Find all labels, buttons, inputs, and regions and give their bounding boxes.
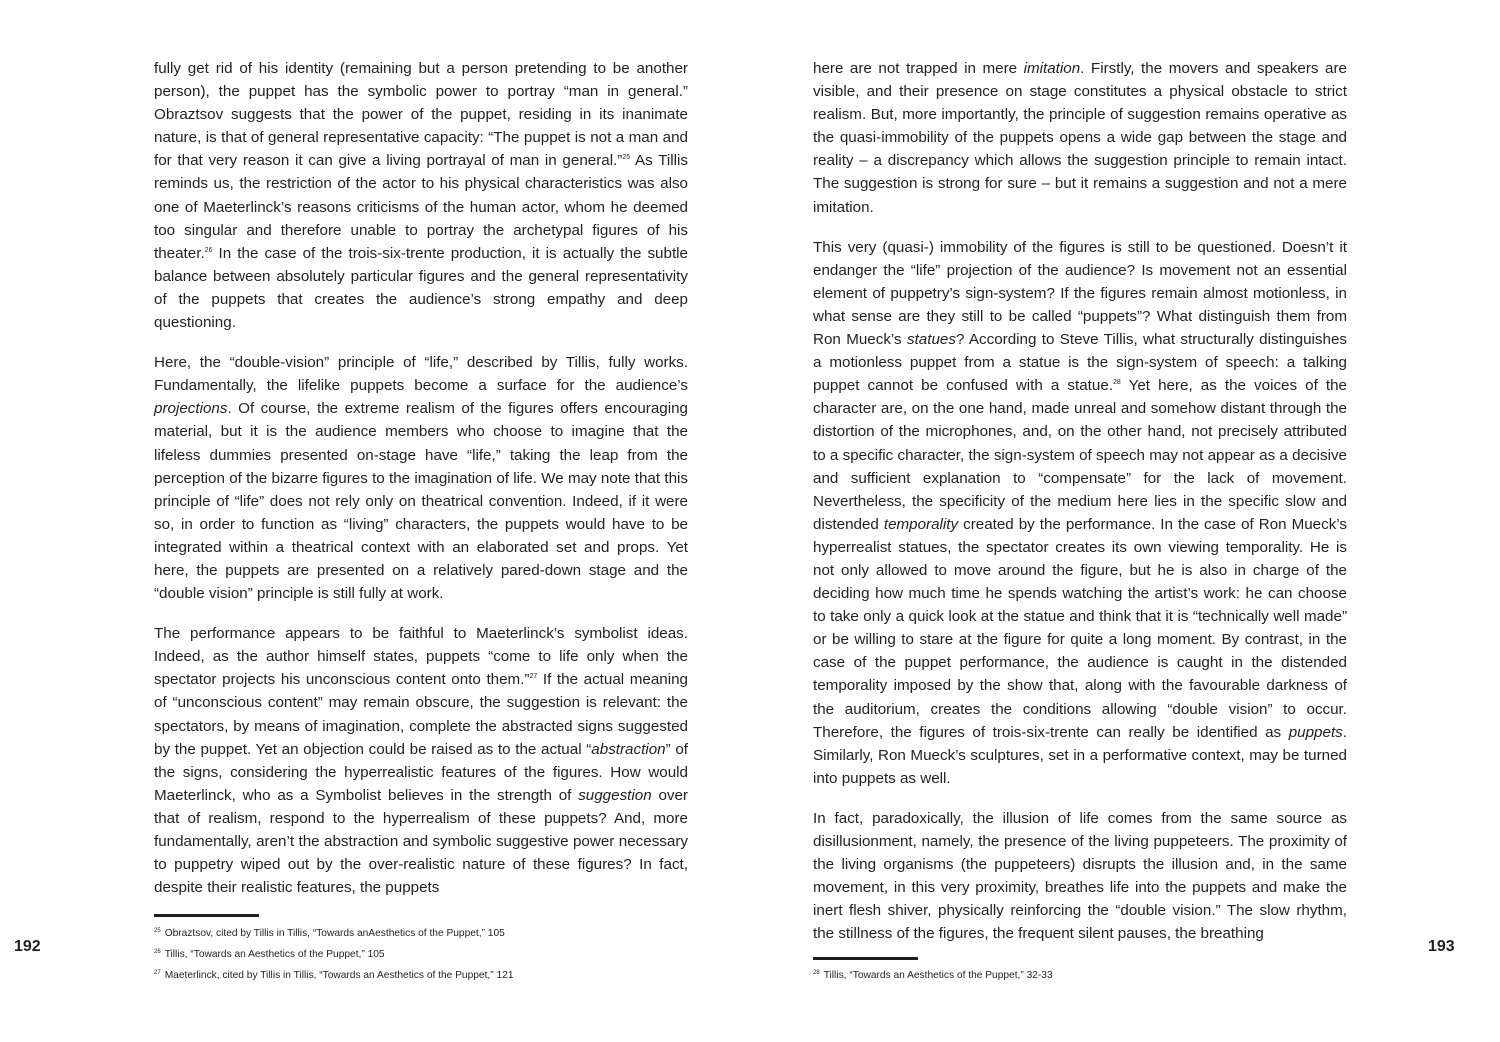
text-run: As Tillis reminds us, the restriction of the actor to his physical characteristics was also one of Maeterlinck’s reasons criticisms of the human actor, whom he deemed too singular and therefore unable to portray the archetypal figures of his theater.	[154, 152, 688, 262]
text-run: Here, the “double-vision” principle of “life,” described by Tillis, fully works. Fundamentally, the lifelike puppets become a surface for the audience’s	[154, 354, 688, 395]
emphasized-text: statues	[906, 331, 956, 349]
text-run: In fact, paradoxically, the illusion of life comes from the same source as disillusionment, namely, the presence of the living puppeteers. The proximity of the living organisms (the puppeteers) disrupts the illusion and, in the same movement, in this very proximity, breathes life into the puppets and make the inert flesh shiver, physically reinforcing the “double vision.” The slow rhythm, the stillness of the figures, the frequent silent pauses, the breathing	[813, 809, 1347, 943]
footnote-reference: 25	[622, 154, 631, 162]
text-run: If the actual meaning of “unconscious content” may remain obscure, the suggestion is relevant: the spectators, by means of imagination, complete the abstracted signs suggested by the puppet. Yet an objection could be raised as to the actual “	[154, 671, 688, 758]
footnote	[154, 947, 694, 963]
body-paragraph	[813, 57, 1347, 219]
footnote-number: 27	[154, 970, 161, 976]
footnote-rule	[154, 914, 259, 917]
footnote	[154, 926, 694, 942]
body-paragraph	[154, 622, 688, 899]
footnote-number: 28	[813, 970, 820, 976]
text-run: In the case of the trois-six-trente production, it is actually the subtle balance between absolutely particular figures and the general representativity of the puppets that creates the audience’s strong empathy and deep questioning.	[154, 244, 688, 332]
footnote-reference: 28	[1113, 379, 1121, 387]
footnote	[154, 968, 694, 984]
footnote-reference: 27	[529, 673, 538, 681]
text-run: fully get rid of his identity (remaining but a person pretending to be another person), the puppet has the symbolic power to portray “man in general.” Obraztsov suggests that the power of the puppet, residing in its inanimate nature, is that of general representative capacity: “The puppet is not a man and for that very reason it can give a living portrayal of man in general.”	[154, 60, 688, 170]
right-body-text	[813, 57, 1347, 962]
emphasized-text: puppets	[1288, 723, 1343, 741]
emphasized-text: projections	[154, 400, 228, 418]
footnote-text: Maeterlinck, cited by Tillis in Tillis, “Towards an Aesthetics of the Puppet,” 121	[164, 970, 514, 981]
body-paragraph	[813, 236, 1347, 790]
right-page	[750, 0, 1500, 1042]
body-paragraph	[813, 807, 1347, 946]
text-run: . Of course, the extreme realism of the figures offers encouraging material, but it is the audience members who choose to imagine that the lifeless dummies presented on-stage have “life,” taking the leap from the perception of the bizarre figures to the imagination of life. We may note that this principle of “life” does not rely only on theatrical convention. Indeed, if it were so, in order to function as “living” characters, the puppets would have to be integrated within a theatrical context with an elaborated set and props. Yet here, the puppets are presented on a relatively pared-down stage and the “double vision” principle is still fully at work.	[154, 400, 688, 603]
text-run: This very (quasi-) immobility of the figures is still to be questioned. Doesn’t it endanger the “life” projection of the audience? Is movement not an essential element of puppetry’s sign-system? If the figures remain almost motionless, in what sense are they still to be called “puppets”? What distinguish them from Ron Mueck’s	[813, 238, 1347, 349]
text-run: Yet here, as the voices of the character are, on the one hand, made unreal and somehow distant through the distortion of the microphones, and, on the other hand, not precisely attributed to a specific character, the sign-system of speech may not appear as a decisive and sufficient explanation to “compensate” for the lack of movement. Nevertheless, the specificity of the medium here lies in the specific slow and distended	[813, 377, 1348, 533]
emphasized-text: abstraction	[591, 740, 666, 758]
emphasized-text: imitation	[1023, 60, 1081, 77]
footnote-number: 26	[154, 949, 161, 955]
page-number: 193	[1428, 938, 1455, 955]
footnote	[813, 968, 1353, 984]
page-number: 192	[14, 938, 41, 955]
footnote-reference: 26	[204, 246, 213, 254]
footnote-text: Obraztsov, cited by Tillis in Tillis, “Towards anAesthetics of the Puppet,” 105	[164, 928, 505, 939]
text-run: . Similarly, Ron Mueck’s sculptures, set in a performative context, may be turned into puppets as well.	[813, 723, 1347, 787]
right-footnotes	[813, 968, 1353, 989]
text-run: over that of realism, respond to the hyperrealism of these puppets? And, more fundamentally, aren’t the abstraction and symbolic suggestive power necessary to puppetry wiped out by the over-realistic nature of these figures? In fact, despite their realistic features, the puppets	[154, 786, 688, 897]
emphasized-text: temporality	[883, 515, 959, 533]
footnote-text: Tillis, “Towards an Aesthetics of the Puppet,” 32-33	[823, 970, 1053, 981]
text-run: created by the performance. In the case of Ron Mueck’s hyperrealist statues, the spectator creates its own viewing temporality. He is not only allowed to move around the figure, but he is also in charge of the deciding how much time he spends watching the artist’s work: he can choose to take only a quick look at the statue and think that it is “technically well made” or be willing to stare at the figure for quite a long moment. By contrast, in the case of the puppet performance, the audience is caught in the distended temporality imposed by the show that, along with the favourable darkness of the auditorium, creates the conditions allowing “double vision” to occur. Therefore, the figures of trois-six-trente can really be identified as	[813, 515, 1347, 741]
text-run: The performance appears to be faithful to Maeterlinck’s symbolist ideas. Indeed, as the author himself states, puppets “come to life only when the spectator projects his unconscious content onto them.”	[154, 625, 688, 689]
text-run: ” of the signs, considering the hyperrealistic features of the figures. How would Maeterlinck, who as a Symbolist believes in the strength of	[154, 740, 688, 804]
left-body-text	[154, 57, 688, 916]
text-run: ? According to Steve Tillis, what structurally distinguishes a motionless puppet from a statue is the sign-system of speech: a talking puppet cannot be confused with a statue.	[813, 331, 1347, 395]
text-run: here are not trapped in mere	[813, 60, 1024, 77]
emphasized-text: suggestion	[578, 786, 652, 804]
left-footnotes	[154, 926, 694, 989]
footnote-text: Tillis, “Towards an Aesthetics of the Puppet,” 105	[164, 949, 385, 960]
text-run: . Firstly, the movers and speakers are visible, and their presence on stage constitutes a physical obstacle to strict realism. But, more importantly, the principle of suggestion remains operative as the quasi-immobility of the puppets opens a wide gap between the stage and reality – a discrepancy which allows the suggestion principle to remain intact. The suggestion is strong for sure – but it remains a suggestion and not a mere imitation.	[813, 60, 1347, 216]
footnote-number: 25	[154, 928, 161, 934]
body-paragraph	[154, 351, 688, 605]
body-paragraph	[154, 57, 688, 334]
footnote-rule	[813, 957, 918, 960]
